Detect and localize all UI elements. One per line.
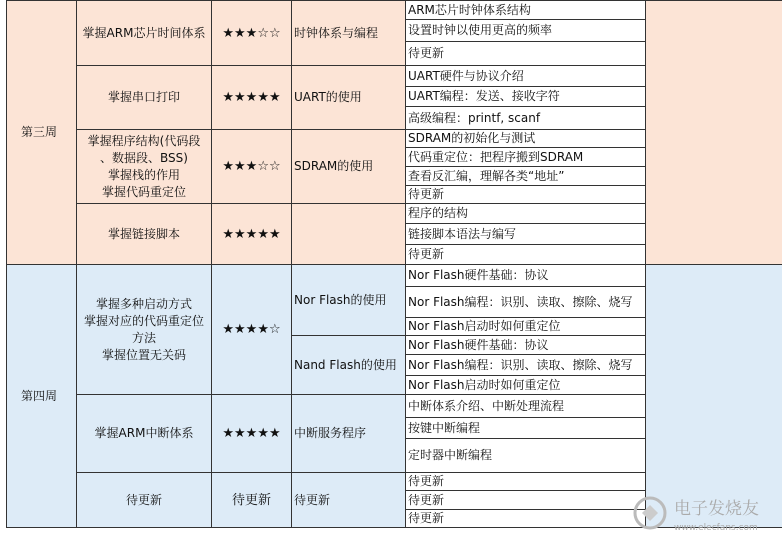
item-cell: 待更新 xyxy=(406,42,646,66)
goal-cell xyxy=(77,66,212,130)
schedule-table xyxy=(6,0,782,528)
week-label: 第三周 xyxy=(7,1,77,265)
topic-cell xyxy=(292,204,406,265)
goal-cell xyxy=(77,130,212,204)
table-row xyxy=(7,1,782,20)
difficulty-stars: ★★★★★ xyxy=(212,66,292,130)
goal-cell xyxy=(77,1,212,66)
extra-column-cell xyxy=(646,265,782,528)
goal-cell xyxy=(77,473,212,528)
item-cell: 按键中断编程 xyxy=(406,418,646,439)
difficulty-stars: ★★★★☆ xyxy=(212,265,292,395)
item-cell: 设置时钟以使用更高的频率 xyxy=(406,20,646,42)
difficulty-stars: ★★★★★ xyxy=(212,395,292,473)
item-cell: 高级编程：printf, scanf xyxy=(406,107,646,130)
week-label: 第四周 xyxy=(7,265,77,528)
item-cell: 定时器中断编程 xyxy=(406,439,646,473)
goal-cell xyxy=(77,204,212,265)
item-cell: UART编程：发送、接收字符 xyxy=(406,87,646,107)
topic-cell: Nand Flash的使用 xyxy=(292,336,406,395)
goal-line: 掌握多种启动方式 xyxy=(95,296,192,311)
item-cell: Nor Flash启动时如何重定位 xyxy=(406,376,646,395)
topic-cell: UART的使用 xyxy=(292,66,406,130)
topic-cell: 中断服务程序 xyxy=(292,395,406,473)
item-cell: Nor Flash硬件基础：协议 xyxy=(406,336,646,355)
topic-cell: 待更新 xyxy=(292,473,406,528)
goal-line: 掌握ARM中断体系 xyxy=(94,426,194,440)
topic-cell: Nor Flash的使用 xyxy=(292,265,406,336)
goal-line: 掌握串口打印 xyxy=(107,90,180,104)
item-cell: Nor Flash编程：识别、读取、擦除、烧写 xyxy=(406,355,646,376)
topic-cell: SDRAM的使用 xyxy=(292,130,406,204)
extra-column-cell xyxy=(646,1,782,265)
item-cell: 链接脚本语法与编写 xyxy=(406,224,646,245)
item-cell: UART硬件与协议介绍 xyxy=(406,66,646,87)
item-cell: Nor Flash硬件基础：协议 xyxy=(406,265,646,287)
difficulty-stars: ★★★☆☆ xyxy=(212,1,292,66)
topic-cell: 时钟体系与编程 xyxy=(292,1,406,66)
item-cell: SDRAM的初始化与测试 xyxy=(406,130,646,148)
goal-line: 掌握对应的代码重定位 xyxy=(83,313,204,328)
item-cell: 待更新 xyxy=(406,491,646,510)
goal-cell xyxy=(77,395,212,473)
goal-line: 掌握位置无关码 xyxy=(101,347,186,362)
difficulty-stars: 待更新 xyxy=(212,473,292,528)
goal-cell xyxy=(77,265,212,395)
item-cell: Nor Flash编程：识别、读取、擦除、烧写 xyxy=(406,287,646,318)
item-cell: 程序的结构 xyxy=(406,204,646,224)
item-cell: ARM芯片时钟体系结构 xyxy=(406,1,646,20)
goal-line: 方法 xyxy=(131,330,156,345)
difficulty-stars: ★★★★★ xyxy=(212,204,292,265)
item-cell: 待更新 xyxy=(406,186,646,204)
difficulty-stars: ★★★☆☆ xyxy=(212,130,292,204)
goal-line: 掌握链接脚本 xyxy=(107,226,180,241)
item-cell: 查看反汇编，理解各类“地址” xyxy=(406,167,646,186)
goal-line: 掌握栈的作用 xyxy=(107,167,180,182)
watermark-url: www.elecfans.com xyxy=(674,523,758,533)
item-cell: 待更新 xyxy=(406,245,646,265)
goal-line: 掌握程序结构(代码段 xyxy=(87,133,201,148)
goal-line: 掌握代码重定位 xyxy=(101,184,186,199)
goal-line: 待更新 xyxy=(125,492,162,507)
item-cell: 待更新 xyxy=(406,473,646,491)
item-cell: 代码重定位：把程序搬到SDRAM xyxy=(406,148,646,167)
item-cell: 中断体系介绍、中断处理流程 xyxy=(406,395,646,418)
goal-line: 、数据段、BSS) xyxy=(100,150,188,165)
goal-line: 掌握ARM芯片时间体系 xyxy=(82,25,206,40)
watermark-name: 电子发烧友 xyxy=(674,499,759,519)
item-cell: Nor Flash启动时如何重定位 xyxy=(406,318,646,336)
table-row xyxy=(7,265,782,287)
item-cell: 待更新 xyxy=(406,510,646,528)
